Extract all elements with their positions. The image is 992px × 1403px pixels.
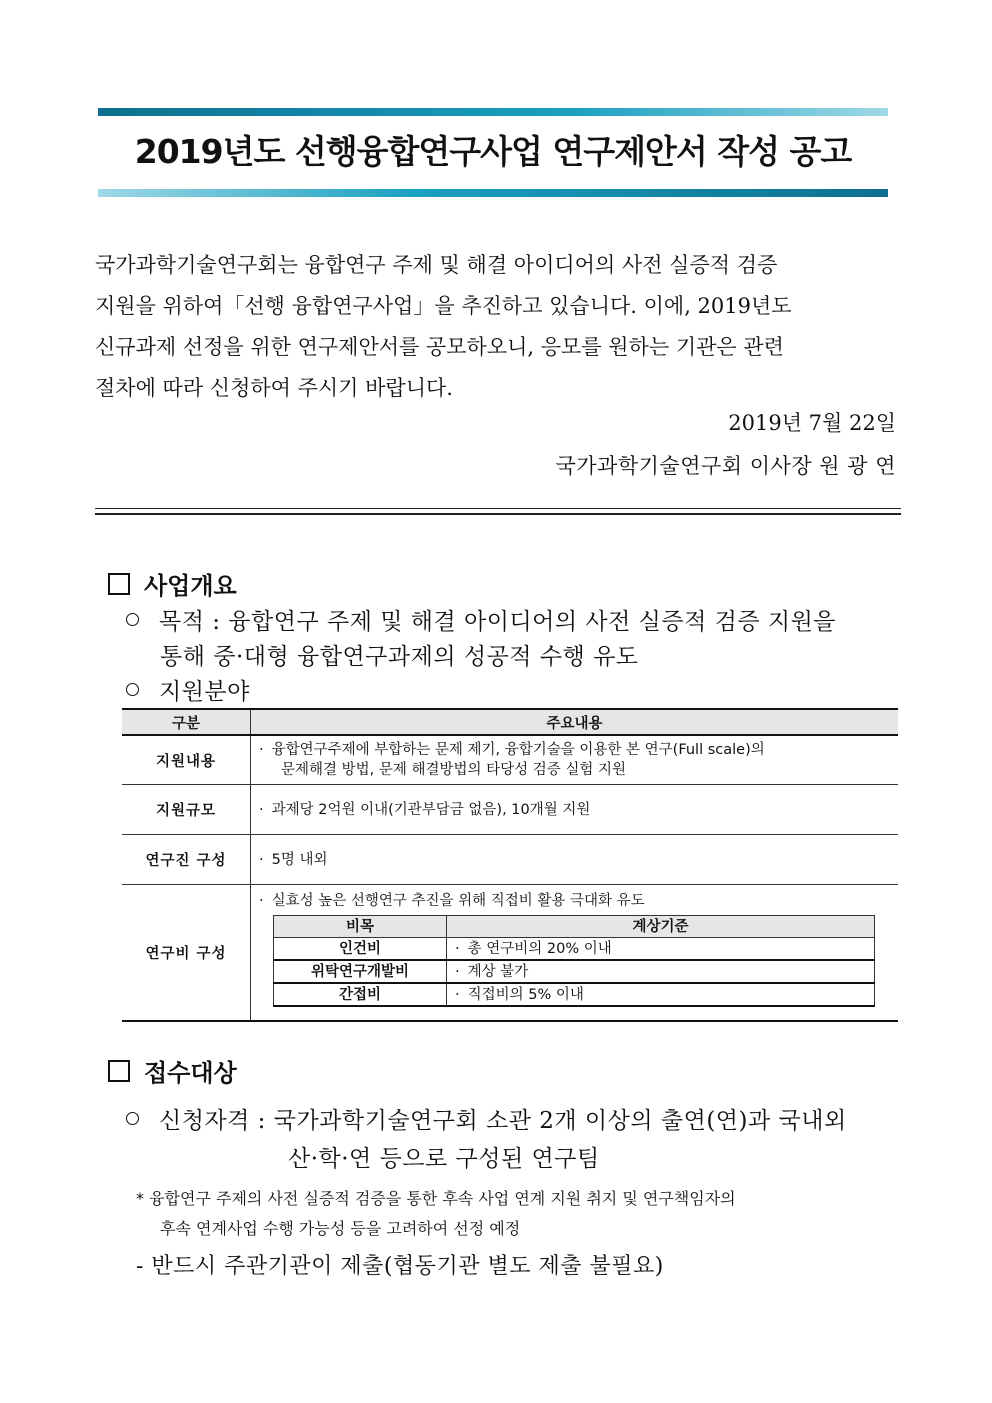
support-field-table <box>122 708 898 1022</box>
table-header: 주요내용 <box>251 709 899 735</box>
row-content: · 융합연구주제에 부합하는 문제 제기, 융합기술을 이용한 본 연구(Full scale)의 문제해결 방법, 문제 해결방법의 타당성 검증 실험 지원 <box>251 735 899 785</box>
budget-table <box>273 915 875 1007</box>
budget-header: 계상기준 <box>447 916 875 938</box>
selection-note-continued: 후속 연계사업 수행 가능성 등을 고려하여 선정 예정 <box>160 1219 521 1238</box>
table-row <box>122 735 898 785</box>
intro-line: 국가과학기술연구회는 융합연구 주제 및 해결 아이디어의 사전 실증적 검증 <box>95 253 778 277</box>
table-header: 구분 <box>122 709 251 735</box>
row-content: · 과제당 2억원 이내(기관부담금 없음), 10개월 지원 <box>251 785 899 835</box>
submission-note: - 반드시 주관기관이 제출(협동기관 별도 제출 불필요) <box>136 1254 664 1279</box>
budget-row: 인건비 · 총 연구비의 20% 이내 <box>274 938 875 961</box>
section-heading-eligibility: 접수대상 <box>108 1053 237 1088</box>
circle-bullet-icon <box>126 683 139 696</box>
row-content: · 실효성 높은 선행연구 추진을 위해 직접비 활용 극대화 유도 비목 계상기준 인건비 · 총 연구비의 20% 이내 위탁연구개발비 · 계상 불가 간접비 · 직접비의 5% 이내 <box>251 885 899 1021</box>
row-content: · 5명 내외 <box>251 835 899 885</box>
table-row <box>122 885 898 1021</box>
intro-line: 절차에 따라 신청하여 주시기 바랍니다. <box>95 376 453 400</box>
divider <box>95 508 901 509</box>
selection-note: * 융합연구 주제의 사전 실증적 검증을 통한 후속 사업 연계 지원 취지 및 연구책임자의 <box>136 1189 736 1208</box>
row-label: 지원내용 <box>122 735 251 785</box>
budget-row: 위탁연구개발비 · 계상 불가 <box>274 960 875 983</box>
document-title: 2019년도 선행융합연구사업 연구제안서 작성 공고 <box>134 132 852 171</box>
row-label: 연구진 구성 <box>122 835 251 885</box>
intro-line: 신규과제 선정을 위한 연구제안서를 공모하오니, 응모를 원하는 기관은 관련 <box>95 335 784 359</box>
announcement-date: 2019년 7월 22일 <box>728 411 896 435</box>
row-label: 지원규모 <box>122 785 251 835</box>
circle-bullet-icon <box>126 1112 139 1125</box>
circle-bullet-icon <box>126 613 139 626</box>
table-row <box>122 785 898 835</box>
divider <box>95 513 901 515</box>
support-field-item: 지원분야 <box>126 673 250 706</box>
purpose-item-continued: 통해 중·대형 융합연구과제의 성공적 수행 유도 <box>160 644 639 670</box>
intro-line: 지원을 위하여「선행 융합연구사업」을 추진하고 있습니다. 이에, 2019년도 <box>95 294 792 318</box>
issuer-name: 국가과학기술연구회 이사장 원 광 연 <box>555 454 896 478</box>
section-heading-overview: 사업개요 <box>108 566 237 601</box>
budget-header: 비목 <box>274 916 447 938</box>
purpose-item: 목적 : 융합연구 주제 및 해결 아이디어의 사전 실증적 검증 지원을 <box>126 603 836 636</box>
title-bar-bottom <box>98 189 888 197</box>
table-row <box>122 835 898 885</box>
checkbox-square-icon <box>108 1060 130 1082</box>
intro-paragraph <box>95 245 900 409</box>
title-bar-top <box>98 108 888 116</box>
budget-row: 간접비 · 직접비의 5% 이내 <box>274 983 875 1006</box>
checkbox-square-icon <box>108 573 130 595</box>
row-label: 연구비 구성 <box>122 885 251 1021</box>
eligibility-item-continued: 산·학·연 등으로 구성된 연구팀 <box>288 1146 600 1172</box>
eligibility-item: 신청자격 : 국가과학기술연구회 소관 2개 이상의 출연(연)과 국내외 <box>126 1102 847 1135</box>
